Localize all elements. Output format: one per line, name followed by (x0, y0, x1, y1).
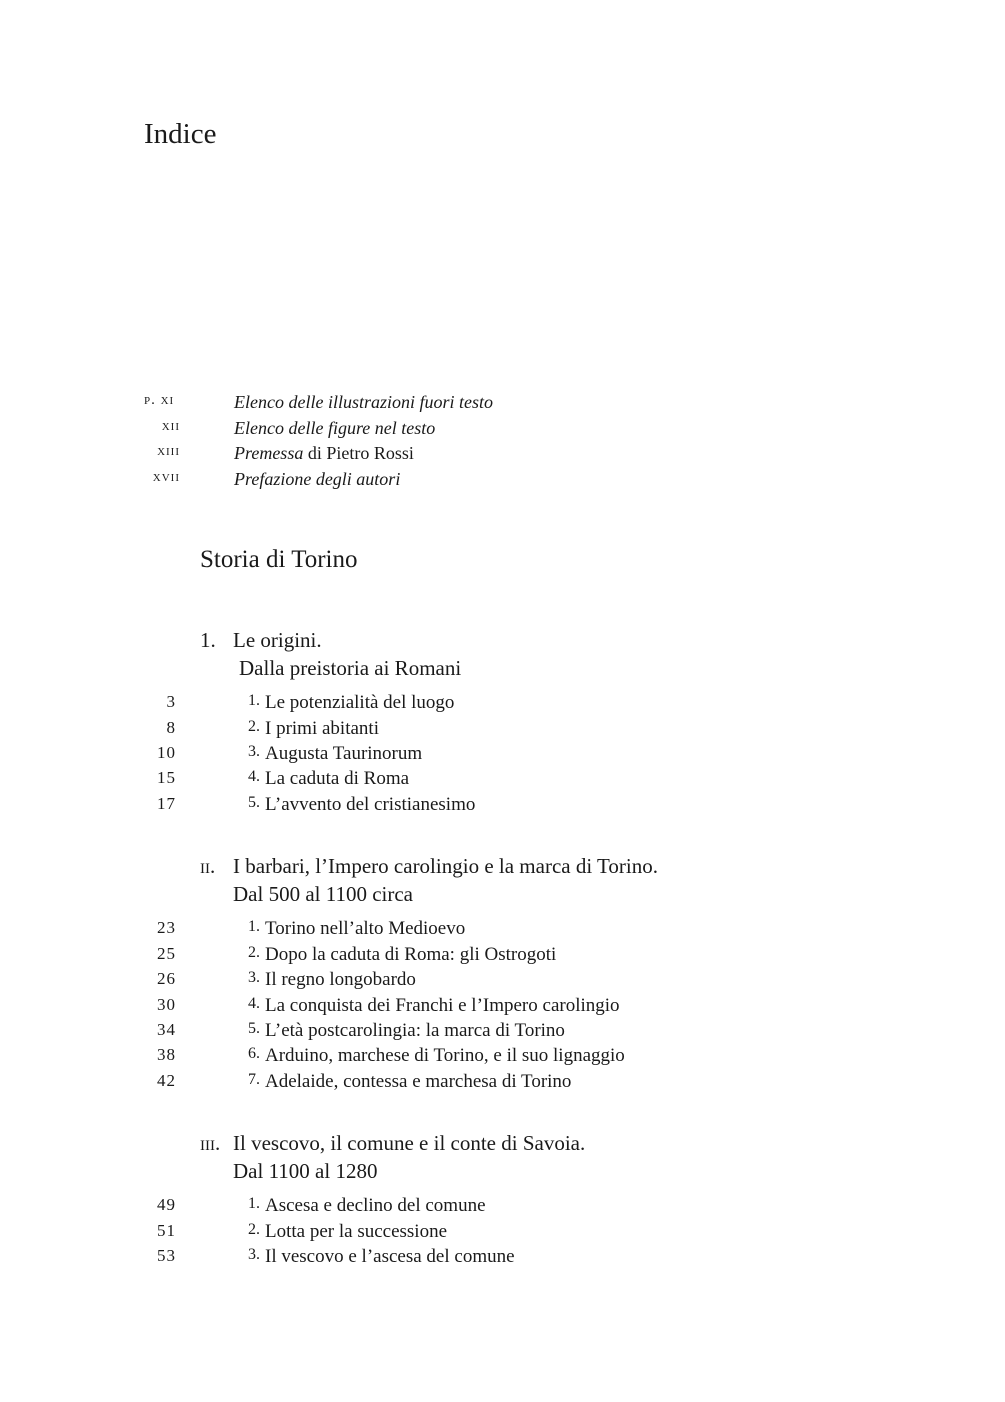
section-title: La caduta di Roma (265, 768, 410, 789)
page-number: 23 (157, 918, 176, 937)
page-number: 3 (166, 692, 176, 711)
section-number: 6. (248, 1045, 260, 1062)
front-matter-item[interactable] (0, 418, 1005, 444)
section-entry[interactable] (0, 1045, 1005, 1071)
chapter-heading[interactable] (200, 626, 461, 682)
section-title: Torino nell’alto Medioevo (265, 918, 466, 939)
chapter-heading[interactable] (200, 1129, 585, 1185)
section-entry[interactable] (0, 969, 1005, 995)
chapter-number: iii. (200, 1131, 221, 1155)
section-title: I primi abitanti (265, 718, 379, 739)
chapter-title-line2: Dalla preistoria ai Romani (239, 656, 462, 680)
page-number: xvii (152, 469, 180, 485)
section-number: 7. (248, 1071, 260, 1088)
page-number: 10 (157, 743, 176, 762)
chapter-number: 1. (200, 628, 216, 652)
entry-title (234, 392, 493, 413)
section-entry[interactable] (0, 718, 1005, 744)
entry-title-italic: Prefazione degli autori (234, 469, 401, 489)
section-title: Arduino, marchese di Torino, e il suo lignaggio (265, 1045, 625, 1066)
page-number: 8 (166, 718, 176, 737)
front-matter-item[interactable] (0, 469, 1005, 495)
page-number: 49 (157, 1195, 176, 1214)
chapter-title-line1: Il vescovo, il comune e il conte di Savoia. (233, 1131, 586, 1155)
chapter-number: ii. (200, 854, 216, 878)
page-number: 42 (157, 1071, 176, 1090)
section-title: Augusta Taurinorum (265, 743, 423, 764)
page-number: 34 (157, 1020, 176, 1039)
page-number: xii (161, 418, 180, 434)
section-number: 1. (248, 692, 260, 709)
section-title: Lotta per la successione (265, 1221, 448, 1242)
section-entry[interactable] (0, 794, 1005, 820)
section-entry[interactable] (0, 1071, 1005, 1097)
page-number: 53 (157, 1246, 176, 1265)
section-number: 2. (248, 718, 260, 735)
section-title: Adelaide, contessa e marchesa di Torino (265, 1071, 572, 1092)
page-number: 25 (157, 944, 176, 963)
section-number: 1. (248, 918, 260, 935)
section-number: 3. (248, 969, 260, 986)
section-number: 3. (248, 1246, 260, 1263)
section-entry[interactable] (0, 918, 1005, 944)
front-matter-item[interactable] (0, 392, 1005, 418)
page-number: 30 (157, 995, 176, 1014)
entry-title (234, 469, 400, 490)
page-number: p. xi (144, 392, 175, 408)
section-title: La conquista dei Franchi e l’Impero carolingio (265, 995, 620, 1016)
section-title: Il vescovo e l’ascesa del comune (265, 1246, 515, 1267)
section-entry[interactable] (0, 743, 1005, 769)
section-title: Le potenzialità del luogo (265, 692, 455, 713)
section-title: Ascesa e declino del comune (265, 1195, 486, 1216)
page-number: 17 (157, 794, 176, 813)
section-number: 2. (248, 944, 260, 961)
page-number: xiii (157, 443, 180, 459)
entry-title-italic: Premessa (234, 443, 304, 463)
chapter-title-line1: Le origini. (233, 628, 322, 652)
section-entry[interactable] (0, 1195, 1005, 1221)
section-number: 2. (248, 1221, 260, 1238)
entry-title (234, 418, 435, 439)
section-title: L’avvento del cristianesimo (265, 794, 476, 815)
section-entry[interactable] (0, 995, 1005, 1021)
section-title: Dopo la caduta di Roma: gli Ostrogoti (265, 944, 557, 965)
page-title: Indice (144, 118, 217, 150)
section-number: 4. (248, 768, 260, 785)
section-number: 1. (248, 1195, 260, 1212)
section-entry[interactable] (0, 1221, 1005, 1247)
section-entry[interactable] (0, 692, 1005, 718)
entry-title (234, 443, 414, 464)
entry-title-italic: Elenco delle figure nel testo (234, 418, 436, 438)
section-title: L’età postcarolingia: la marca di Torino (265, 1020, 565, 1041)
section-number: 3. (248, 743, 260, 760)
page-number: 15 (157, 768, 176, 787)
page-number: 38 (157, 1045, 176, 1064)
section-number: 5. (248, 1020, 260, 1037)
entry-title-italic: Elenco delle illustrazioni fuori testo (234, 392, 493, 412)
section-entry[interactable] (0, 1246, 1005, 1272)
page-number: 26 (157, 969, 176, 988)
front-matter-item[interactable] (0, 443, 1005, 469)
chapter-title-line2: Dal 1100 al 1280 (233, 1159, 378, 1183)
section-entry[interactable] (0, 768, 1005, 794)
section-title: Il regno longobardo (265, 969, 416, 990)
chapter-title-line1: I barbari, l’Impero carolingio e la marca di Torino. (233, 854, 658, 878)
chapter-heading[interactable] (200, 852, 658, 908)
section-entry[interactable] (0, 1020, 1005, 1046)
part-title: Storia di Torino (200, 546, 358, 573)
entry-title-rest: di Pietro Rossi (303, 443, 414, 463)
section-entry[interactable] (0, 944, 1005, 970)
section-number: 5. (248, 794, 260, 811)
page-number: 51 (157, 1221, 176, 1240)
section-number: 4. (248, 995, 260, 1012)
chapter-title-line2: Dal 500 al 1100 circa (233, 882, 413, 906)
